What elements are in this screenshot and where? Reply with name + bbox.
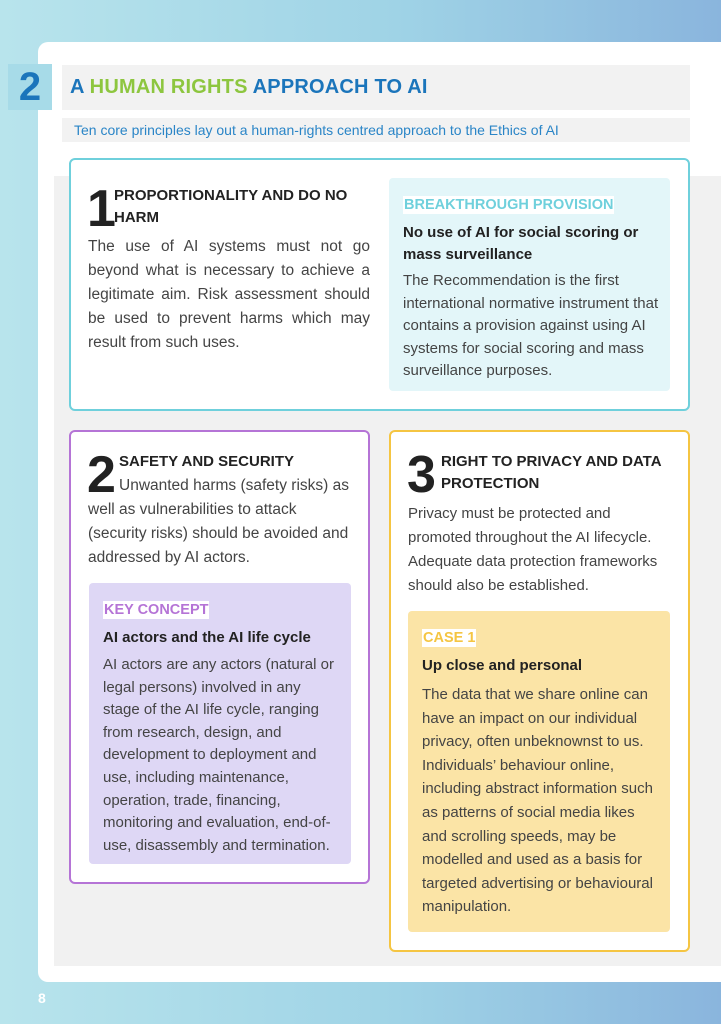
key-concept-tag: KEY CONCEPT xyxy=(104,602,209,618)
page-title xyxy=(70,76,428,99)
title-accent: HUMAN RIGHTS xyxy=(89,76,248,98)
title-prefix: A xyxy=(70,76,90,98)
title-suffix: APPROACH TO AI xyxy=(247,76,428,98)
breakthrough-title: No use of AI for social scoring or mass surveillance xyxy=(403,224,639,263)
case-title: Up close and personal xyxy=(422,657,583,674)
principle-1-text: The use of AI systems must not go beyond what is necessary to achieve a legitimate aim. Risk assessment should be used to prevent harms which may result from such uses. xyxy=(88,238,370,351)
page-number: 8 xyxy=(38,990,46,1006)
principle-3-number: 3 xyxy=(407,446,436,504)
principle-1-heading: PROPORTIONALITY AND DO NO HARM xyxy=(114,187,348,226)
principle-2-number: 2 xyxy=(87,446,116,504)
principle-2-text: Unwanted harms (safety risks) as well as vulnerabilities to attack (security risks) should be avoided and addressed by AI actors. xyxy=(88,477,349,566)
key-concept-text: AI actors are any actors (natural or legal persons) involved in any stage of the AI life cycle, ranging from research, design, and development to deployment and use, including maintenance, operation, trade, financing, monitoring and evaluation, end-of-use, disassembly and termination. xyxy=(103,656,334,854)
principle-3-text: Privacy must be protected and promoted throughout the AI lifecycle. Adequate data protection frameworks should also be established. xyxy=(408,505,658,594)
breakthrough-text: The Recommendation is the first international normative instrument that contains a provision against using AI systems for social scoring and mass surveillance purposes. xyxy=(403,272,659,380)
principle-1-number: 1 xyxy=(87,180,116,238)
case-text: The data that we share online can have an impact on our individual privacy, often unbeknownst to us. Individuals’ behaviour online, including abstract information such as patterns of social media likes and scrolling speeds, may be modelled and used as a basis for targeted advertising or behavioural manipulation. xyxy=(422,686,653,916)
principle-3-heading: RIGHT TO PRIVACY AND DATA PROTECTION xyxy=(441,453,662,492)
page-subtitle: Ten core principles lay out a human-rights centred approach to the Ethics of AI xyxy=(74,122,559,138)
case-tag: CASE 1 xyxy=(423,630,476,646)
breakthrough-tag: BREAKTHROUGH PROVISION xyxy=(404,197,614,213)
key-concept-title: AI actors and the AI life cycle xyxy=(103,629,311,646)
principle-2-heading: SAFETY AND SECURITY xyxy=(119,453,295,470)
chapter-number: 2 xyxy=(8,64,52,110)
